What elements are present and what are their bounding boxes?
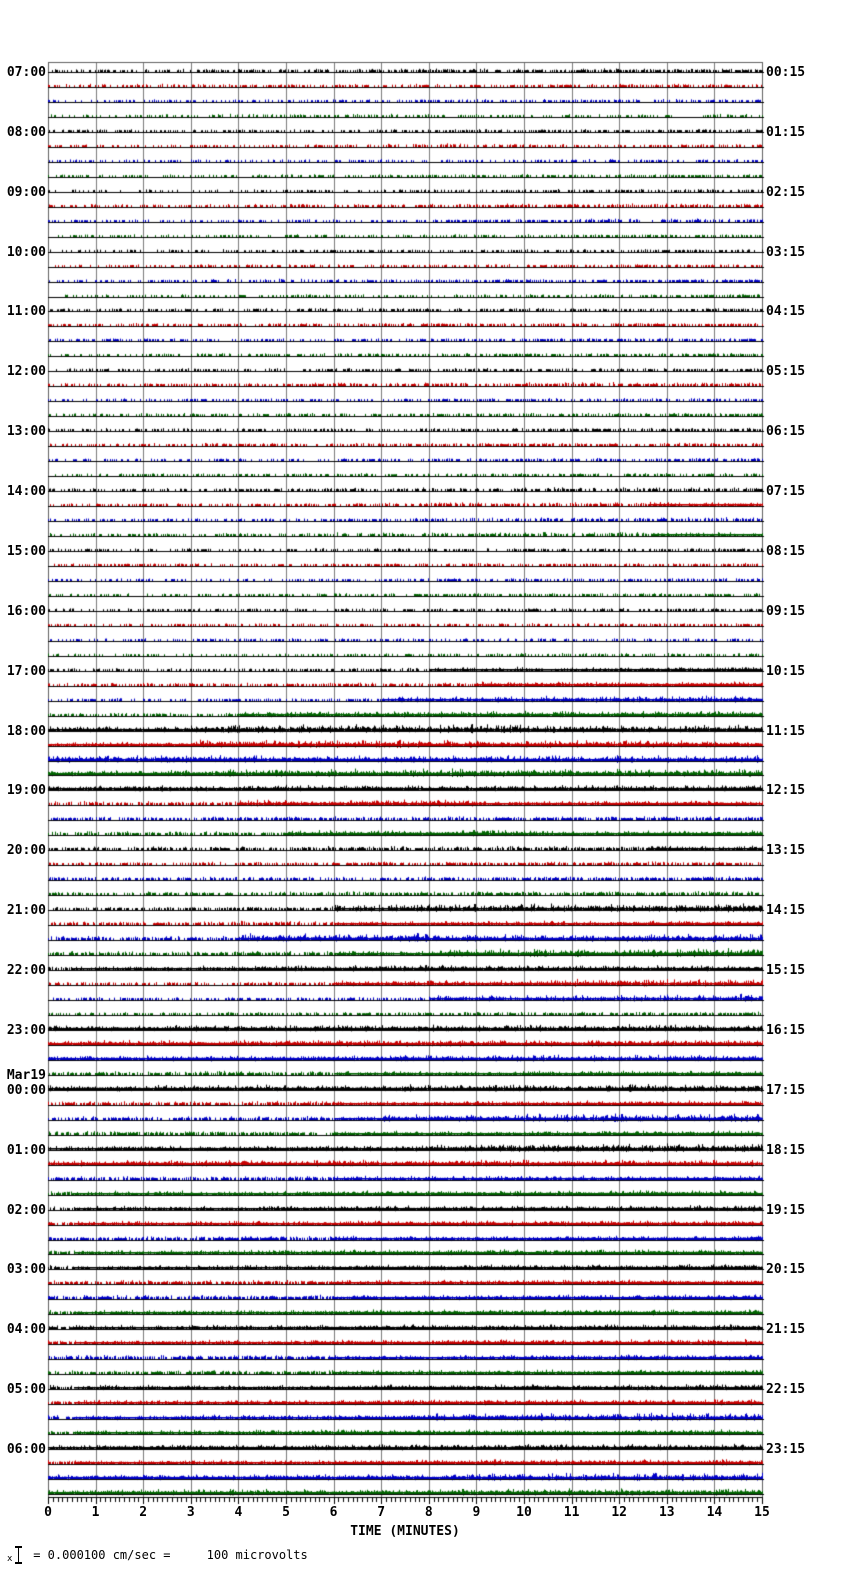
x-axis-tick-label: 12	[611, 1505, 628, 1520]
pdt-hour-label: 13:15	[766, 843, 806, 859]
pdt-hour-label: 09:15	[766, 603, 806, 619]
pdt-hour-label: 01:15	[766, 124, 806, 140]
x-axis-tick-label: 4	[234, 1505, 243, 1520]
x-axis-tick-label: 5	[282, 1505, 290, 1520]
utc-hour-label: 01:00	[6, 1142, 46, 1158]
utc-hour-label: 05:00	[6, 1382, 46, 1398]
pdt-hour-label: 06:15	[766, 424, 806, 440]
utc-hour-label: 02:00	[6, 1202, 46, 1218]
utc-hour-label: 14:00	[6, 484, 46, 500]
pdt-hour-label: 12:15	[766, 783, 806, 799]
utc-hour-label: 10:00	[6, 244, 46, 260]
pdt-hour-label: 03:15	[766, 244, 806, 260]
utc-hour-label: 15:00	[6, 543, 46, 559]
utc-date-rollover-label: Mar19	[6, 1067, 46, 1083]
utc-hour-label: 17:00	[6, 663, 46, 679]
pdt-hour-label: 02:15	[766, 184, 806, 200]
utc-hour-label: 16:00	[6, 603, 46, 619]
pdt-hour-label: 18:15	[766, 1142, 806, 1158]
utc-hour-label: 12:00	[6, 364, 46, 380]
utc-hour-label: 08:00	[6, 124, 46, 140]
pdt-hour-label: 23:15	[766, 1442, 806, 1458]
utc-hour-label: 09:00	[6, 184, 46, 200]
pdt-hour-label: 10:15	[766, 663, 806, 679]
pdt-hour-label: 19:15	[766, 1202, 806, 1218]
utc-hour-label: 19:00	[6, 783, 46, 799]
utc-hour-label: 11:00	[6, 304, 46, 320]
pdt-hour-label: 22:15	[766, 1382, 806, 1398]
utc-hour-label: 21:00	[6, 903, 46, 919]
pdt-hour-label: 15:15	[766, 963, 806, 979]
pdt-hour-label: 00:15	[766, 65, 806, 80]
x-axis-tick-label: 7	[377, 1505, 386, 1520]
x-axis-tick-label: 6	[329, 1505, 338, 1520]
x-axis-tick-label: 13	[658, 1505, 675, 1520]
pdt-hour-label: 08:15	[766, 543, 806, 559]
utc-hour-label: 20:00	[6, 843, 46, 859]
x-axis-tick-label: 8	[424, 1505, 433, 1520]
footer-scale-bar-icon	[15, 1546, 22, 1564]
utc-hour-label: 18:00	[6, 723, 46, 739]
x-axis-tick-label: 15	[754, 1505, 770, 1520]
utc-hour-label: 04:00	[6, 1322, 46, 1338]
utc-hour-label: 22:00	[6, 963, 46, 979]
x-axis-title: TIME (MINUTES)	[350, 1524, 460, 1539]
pdt-hour-label: 07:15	[766, 484, 806, 500]
utc-hour-label: 07:00	[6, 65, 46, 80]
x-axis-tick-label: 14	[706, 1505, 723, 1520]
pdt-hour-label: 04:15	[766, 304, 806, 320]
pdt-hour-label: 21:15	[766, 1322, 806, 1338]
x-axis-tick-label: 11	[563, 1505, 580, 1520]
pdt-hour-label: 17:15	[766, 1082, 806, 1098]
footer-prefix: x	[7, 1554, 13, 1564]
pdt-hour-label: 11:15	[766, 723, 806, 739]
pdt-hour-label: 14:15	[766, 903, 806, 919]
x-axis-tick-label: 2	[139, 1505, 148, 1520]
x-axis-tick-label: 9	[472, 1505, 481, 1520]
pdt-hour-label: 05:15	[766, 364, 806, 380]
x-axis-tick-label: 3	[186, 1505, 195, 1520]
x-axis-tick-label: 10	[516, 1505, 532, 1520]
utc-hour-label: 13:00	[6, 424, 46, 440]
utc-hour-label: 06:00	[6, 1442, 46, 1458]
x-axis-tick-label: 1	[91, 1505, 100, 1520]
utc-hour-label: 00:00	[6, 1082, 46, 1098]
footer-scale-text: = 0.000100 cm/sec = 100 microvolts	[26, 1548, 308, 1562]
utc-hour-label: 03:00	[6, 1262, 46, 1278]
utc-hour-label: 23:00	[6, 1022, 46, 1038]
pdt-hour-label: 20:15	[766, 1262, 806, 1278]
pdt-hour-label: 16:15	[766, 1022, 806, 1038]
x-axis-tick-label: 0	[44, 1505, 52, 1520]
